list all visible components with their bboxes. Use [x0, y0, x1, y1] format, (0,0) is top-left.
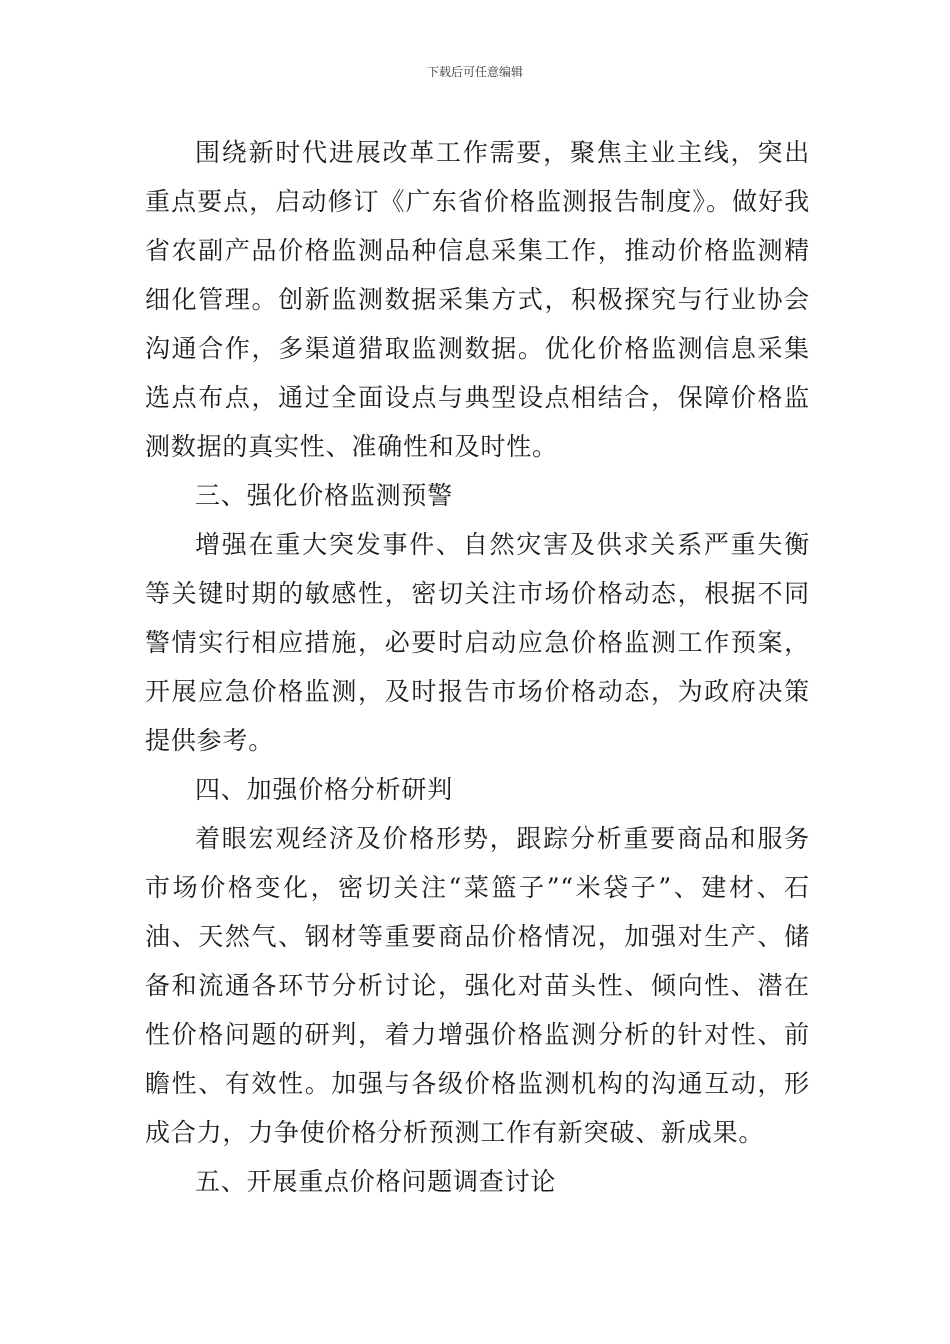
page-header-note: 下载后可任意编辑	[426, 65, 523, 79]
section-heading-four: 四、加强价格分析研判	[195, 775, 454, 804]
paragraph-early-warning: 增强在重大突发事件、自然灾害及供求关系严重失衡等关键时期的敏感性，密切关注市场价格动态，根据不同警情实行相应措施，必要时启动应急价格监测工作预案，开展应急价格监测，及时报告市场价格动态，为政府决策提供参考。	[145, 530, 810, 755]
section-heading-five: 五、开展重点价格问题调查讨论	[195, 1167, 557, 1196]
document-body	[145, 128, 810, 1206]
paragraph-price-analysis: 着眼宏观经济及价格形势，跟踪分析重要商品和服务市场价格变化，密切关注“菜篮子”“米袋子”、建材、石油、天然气、钢材等重要商品价格情况，加强对生产、储备和流通各环节分析讨论，强化对苗头性、倾向性、潜在性价格问题的研判，着力增强价格监测分析的针对性、前瞻性、有效性。加强与各级价格监测机构的沟通互动，形成合力，力争使价格分析预测工作有新突破、新成果。	[145, 824, 810, 1147]
section-heading-three: 三、强化价格监测预警	[195, 481, 454, 510]
paragraph-monitoring-system: 围绕新时代进展改革工作需要，聚焦主业主线，突出重点要点，启动修订《广东省价格监测报告制度》。做好我省农副产品价格监测品种信息采集工作，推动价格监测精细化管理。创新监测数据采集方式，积极探究与行业协会沟通合作，多渠道猎取监测数据。优化价格监测信息采集选点布点，通过全面设点与典型设点相结合，保障价格监测数据的真实性、准确性和及时性。	[145, 138, 810, 461]
